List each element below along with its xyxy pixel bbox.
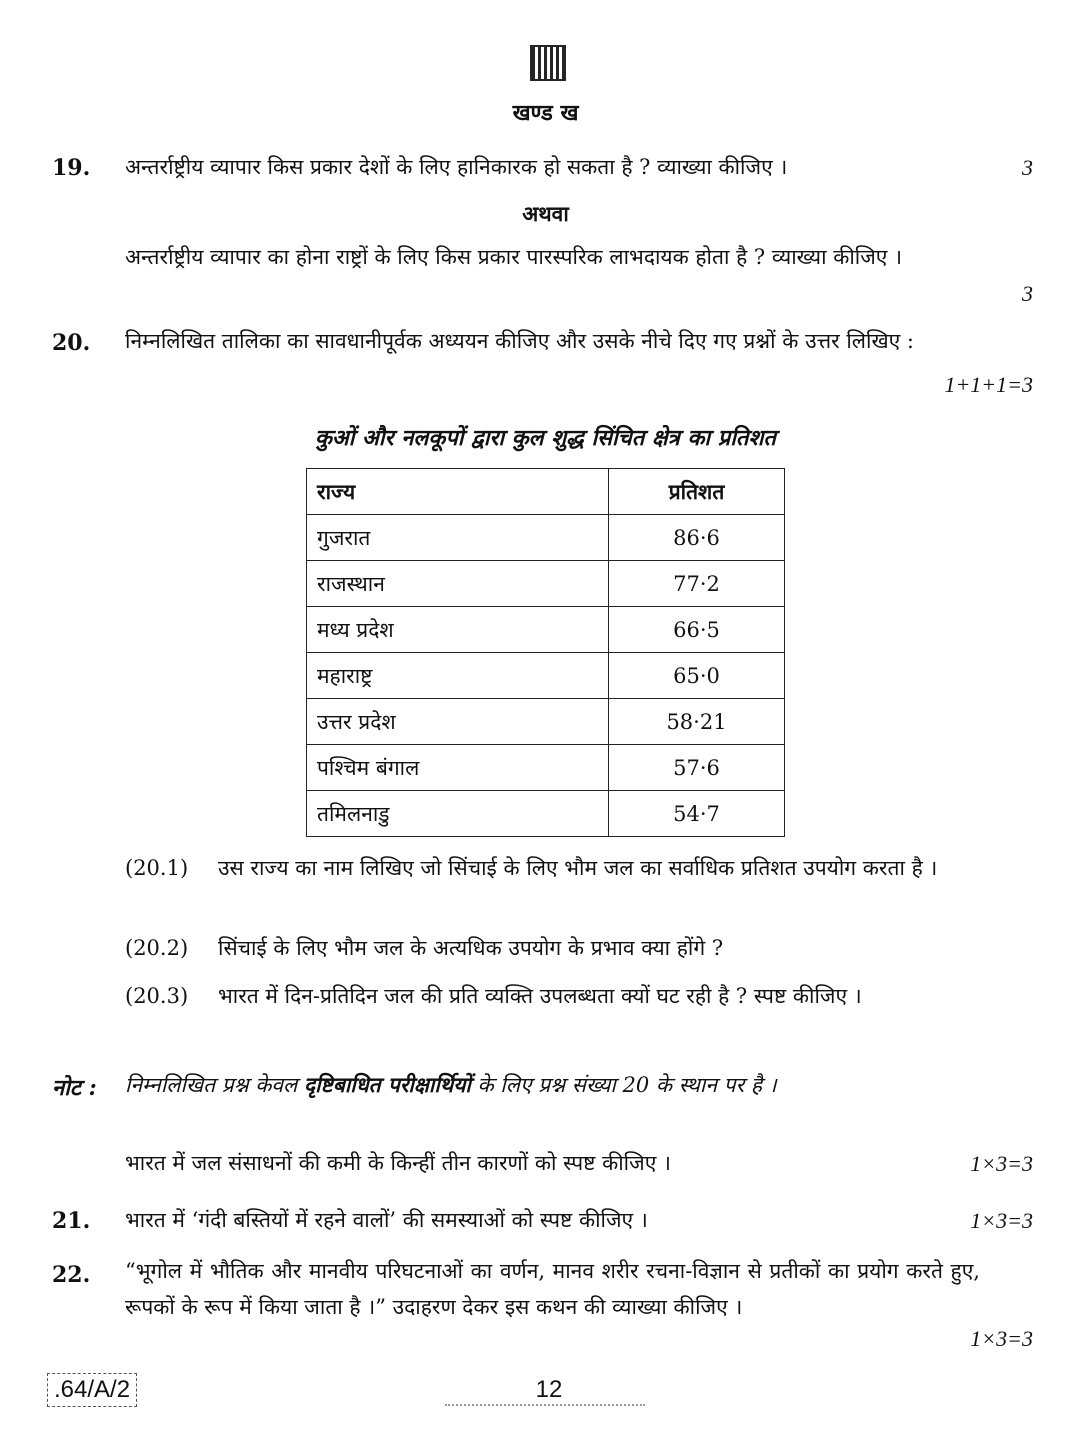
sub-question-number: (20.2) <box>125 936 189 960</box>
table-row <box>307 791 785 837</box>
question-text: निम्नलिखित तालिका का सावधानीपूर्वक अध्ययन कीजिए और उसके नीचे दिए गए प्रश्नों के उत्तर लिखिए : <box>125 329 915 353</box>
table-row <box>307 607 785 653</box>
percent-cell: 77·2 <box>609 561 785 607</box>
note-text <box>125 1064 980 1106</box>
percent-cell: 65·0 <box>609 653 785 699</box>
paper-code: .64/A/2 <box>47 1373 137 1407</box>
state-cell: मध्य प्रदेश <box>307 607 609 653</box>
state-cell: तमिलनाडु <box>307 791 609 837</box>
note-label: नोट : <box>52 1075 97 1101</box>
note-text-part: निम्नलिखित प्रश्न केवल <box>125 1073 304 1097</box>
sub-question-text: उस राज्य का नाम लिखिए जो सिंचाई के लिए भौम जल का सर्वाधिक प्रतिशत उपयोग करता है । <box>218 856 938 880</box>
sub-question-text: भारत में दिन-प्रतिदिन जल की प्रति व्यक्ति उपलब्धता क्यों घट रही है ? स्पष्ट कीजिए । <box>218 984 862 1008</box>
percent-cell: 54·7 <box>609 791 785 837</box>
or-label: अथवा <box>522 201 569 226</box>
question-text: भारत में ‘गंदी बस्तियों में रहने वालों’ की समस्याओं को स्पष्ट कीजिए । <box>125 1208 648 1232</box>
qr-code-icon <box>530 45 566 81</box>
marks: 1×3=3 <box>970 1151 1033 1176</box>
section-heading: खण्ड ख <box>512 100 579 126</box>
percent-cell: 58·21 <box>609 699 785 745</box>
marks: 1×3=3 <box>970 1326 1033 1351</box>
note-question: भारत में जल संसाधनों की कमी के किन्हीं तीन कारणों को स्पष्ट कीजिए । <box>125 1151 671 1175</box>
percent-cell: 66·5 <box>609 607 785 653</box>
state-cell: महाराष्ट्र <box>307 653 609 699</box>
question-text: अन्तर्राष्ट्रीय व्यापार का होना राष्ट्रों के लिए किस प्रकार पारस्परिक लाभदायक होता है ? व्याख्या कीजिए । <box>125 245 903 269</box>
sub-question-text: सिंचाई के लिए भौम जल के अत्यधिक उपयोग के प्रभाव क्या होंगे ? <box>218 936 724 960</box>
table-row <box>307 699 785 745</box>
table-row <box>307 653 785 699</box>
sub-question-number: (20.1) <box>125 856 189 880</box>
question-number: 19. <box>52 155 91 181</box>
marks: 3 <box>1022 281 1033 306</box>
note-text-part: के लिए प्रश्न संख्या 20 के स्थान पर है । <box>470 1073 777 1097</box>
note-emphasis: दृष्टिबाधित परीक्षार्थियों <box>303 1072 471 1097</box>
table-row <box>307 745 785 791</box>
table-row <box>307 561 785 607</box>
question-number: 20. <box>52 330 91 356</box>
sub-question-number: (20.3) <box>125 984 189 1008</box>
marks: 1+1+1=3 <box>944 372 1033 397</box>
state-cell: गुजरात <box>307 515 609 561</box>
marks: 3 <box>1022 155 1033 180</box>
state-cell: राजस्थान <box>307 561 609 607</box>
column-header: राज्य <box>307 469 609 515</box>
state-cell: पश्चिम बंगाल <box>307 745 609 791</box>
table-title: कुओं और नलकूपों द्वारा कुल शुद्ध सिंचित क्षेत्र का प्रतिशत <box>315 425 776 451</box>
table-row <box>307 515 785 561</box>
question-number: 22. <box>52 1262 91 1288</box>
percent-cell: 57·6 <box>609 745 785 791</box>
state-cell: उत्तर प्रदेश <box>307 699 609 745</box>
question-number: 21. <box>52 1208 91 1234</box>
divider <box>445 1404 645 1406</box>
irrigation-table <box>306 468 785 837</box>
page-number: 12 <box>535 1376 563 1403</box>
question-text: “भूगोल में भौतिक और मानवीय परिघटनाओं का वर्णन, मानव शरीर रचना-विज्ञान से प्रतीकों का प्रयोग करते हुए, रूपकों के रूप में किया जाता है ।” उदाहरण देकर इस कथन की व्याख्या कीजिए । <box>125 1259 980 1319</box>
percent-cell: 86·6 <box>609 515 785 561</box>
column-header: प्रतिशत <box>609 469 785 515</box>
marks: 1×3=3 <box>970 1208 1033 1233</box>
table-header-row <box>307 469 785 515</box>
question-text: अन्तर्राष्ट्रीय व्यापार किस प्रकार देशों के लिए हानिकारक हो सकता है ? व्याख्या कीजिए । <box>125 155 788 179</box>
